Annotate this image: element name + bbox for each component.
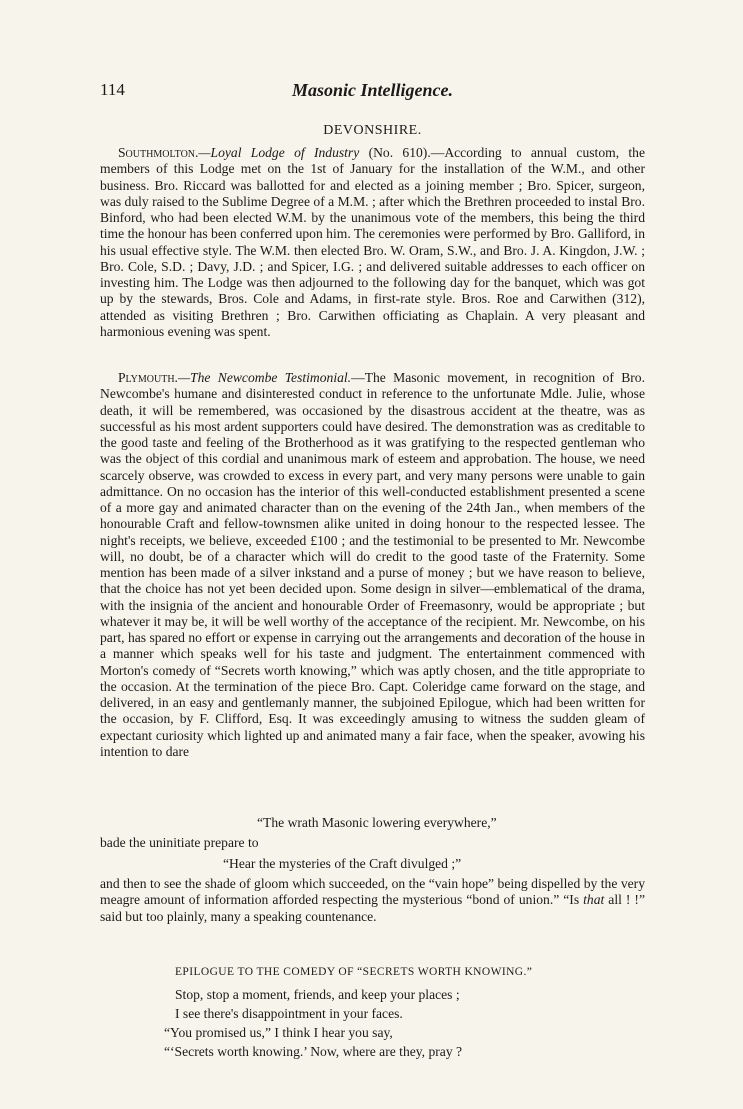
place-name: Southmolton. [118,145,199,160]
verse-line: I see there's disappointment in your faces. [175,1006,403,1021]
text-run: and then to see the shade of gloom which succeeded, on the “vain hope” being dispelled by the very meagre amount of information afforded respecting the mysterious “bond of union.” “Is [100,876,645,908]
quotation-line: “The wrath Masonic lowering everywhere,” [257,815,497,830]
epilogue-title: EPILOGUE TO THE COMEDY OF “SECRETS WORTH KNOWING.” [175,966,533,978]
verse-line: Stop, stop a moment, friends, and keep your places ; [175,987,460,1002]
page-number: 114 [100,80,125,99]
paragraph-text: —The Masonic movement, in recognition of Bro. Newcombe's humane and disinterested conduct in reference to the unfortunate Mdle. Julie, whose death, it will be remembered, was occasioned by the disastrous accident at the theatre, was as successful as his most ardent supporters could have desired. The demonstration was as creditable to the good taste and feeling of the Brotherhood as it was gratifying to the respected gentleman who was the object of this cordial and unanimous mark of esteem and approbation. The house, we need scarcely observe, was crowded to excess in every part, and very many persons were unable to gain admittance. On no occasion has the interior of this well-conducted establishment presented a scene of a more gay and animated character than on the evening of the 24th Jan., when members of the honourable Craft and fellow-townsmen alike united in doing honour to the respected lessee. The night's receipts, we believe, exceeded £100 ; and the testimonial to be presented to Mr. Newcombe will, no doubt, be of a character which will do credit to the good taste of the Fraternity. Some mention has been made of a silver inkstand and a purse of money ; but we have reason to believe, that the choice has not yet been decided upon. Some design in silver—emblematical of the drama, with the insignia of the ancient and honourable Order of Freemasonry, would be appropriate ; but whatever it may be, it will be well worthy of the acceptance of the recipient. Mr. Newcombe, on his part, has spared no effort or expense in carrying out the arrangements and decoration of the house in a manner which speaks well for his taste and judgment. The entertainment commenced with Morton's comedy of “Secrets worth knowing,” which was aptly chosen, and the title appropriate to the occasion. At the termination of the piece Bro. Capt. Coleridge came forward on the stage, and delivered, in an easy and gentlemanly manner, the subjoined Epilogue, which had been written for the occasion, by F. Clifford, Esq. It was exceedingly amusing to witness the sudden gleam of expectant curiosity which lighted up and animated many a fair face, when the speaker, avowing his intention to dare [100,370,645,759]
verse-line: “‘Secrets worth knowing.’ Now, where are they, pray ? [164,1044,463,1059]
southmolton-paragraph [100,145,645,340]
journal-title: Masonic Intelligence. [292,80,453,100]
verse-line: “You promised us,” I think I hear you say, [164,1025,393,1040]
southmolton-report [100,145,645,340]
closing-paragraph [100,876,645,925]
place-name: Plymouth. [118,370,178,385]
quotation-line: “Hear the mysteries of the Craft divulged ;” [223,856,462,871]
paragraph-text: (No. 610).—According to annual custom, the members of this Lodge met on the 1st of January for the installation of the W.M., and other business. Bro. Riccard was ballotted for and elected as a joining member ; Bro. Spicer, surgeon, was duly raised to the Sublime Degree of a M.M. ; after which the Brethren proceeded to instal Bro. Binford, who had been elected W.M. by the unanimous vote of the members, this being the third time the honour has been conferred upon him. The ceremonies were performed by Bro. Galliford, in his usual effective style. The W.M. then elected Bro. W. Oram, S.W., and Bro. J. A. Kingdon, J.W. ; Bro. Cole, S.D. ; Davy, J.D. ; and Spicer, I.G. ; and delivered suitable addresses to each officer on investing him. The Lodge was then adjourned to the following day for the banquet, which was got up by the stewards, Bros. Cole and Adams, in first-rate style. Bros. Roe and Carwithen (312), attended as visiting Brethren ; Bro. Carwithen officiating as Chaplain. A very pleasant and harmonious evening was spent. [100,145,645,339]
plymouth-paragraph [100,370,645,760]
running-head [100,80,645,104]
closing-text [100,876,645,925]
lodge-name: —Loyal Lodge of Industry [198,145,360,160]
article-subtitle: —The Newcombe Testimonial. [177,370,352,385]
text-run: all ! !” said but too plainly, many a speaking countenance. [100,892,645,924]
section-heading: DEVONSHIRE. [323,123,422,138]
body-line: bade the uninitiate prepare to [100,835,259,850]
plymouth-report [100,370,645,760]
emphasis: that [583,892,605,908]
